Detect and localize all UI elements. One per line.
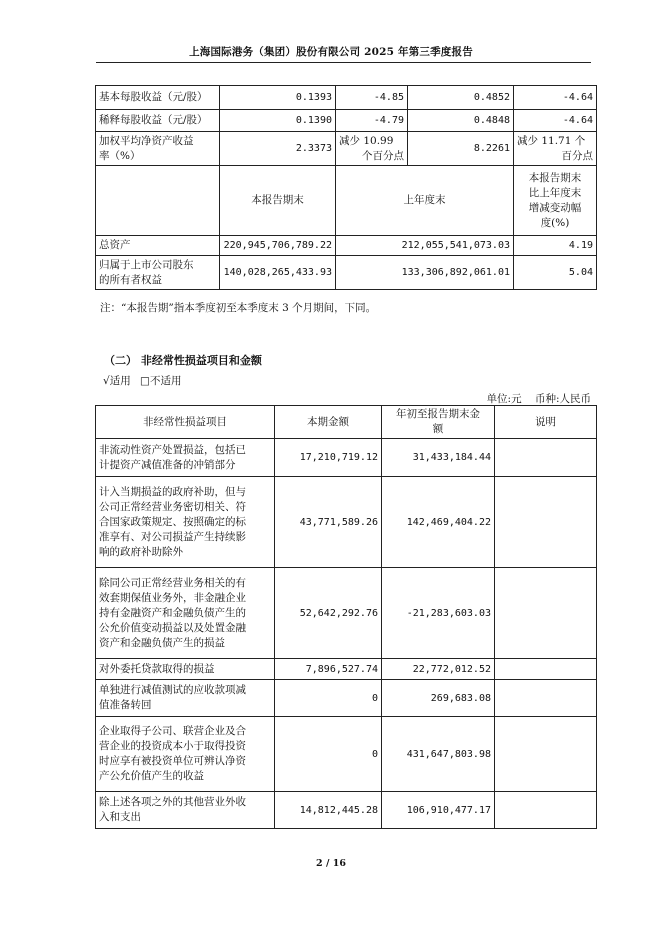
unit-currency-line: [477, 391, 591, 406]
label-line: 除上述各项之外的其他营业外收: [99, 796, 246, 808]
header-divider: [96, 62, 591, 63]
cell-value: 220,945,706,789.22: [220, 236, 336, 256]
cell-value: 5.04: [514, 256, 597, 290]
label-line: 计提资产减值准备的冲销部分: [99, 458, 236, 471]
cell-current: 43,771,589.26: [275, 477, 382, 568]
cell-value: -4.85: [336, 86, 408, 110]
cell-ytd: 431,647,803.98: [382, 717, 495, 792]
label-line: 效套期保值业务外，非金融企业: [99, 591, 246, 604]
cell-note: [495, 439, 597, 477]
label-line: 时应享有被投资单位可辨认净资: [99, 755, 246, 767]
non-recurring-items-table: [95, 405, 597, 829]
text-line: 减少 11.71 个: [517, 134, 586, 147]
cell-value: 2.3373: [220, 132, 336, 166]
cell-ytd: 269,683.08: [382, 680, 495, 717]
cell-value: 133,306,892,061.01: [336, 256, 514, 290]
cell-value: 140,028,265,433.93: [220, 256, 336, 290]
cell-note: [495, 659, 597, 680]
table-header-row: [96, 166, 597, 236]
option-applicable: √适用: [103, 375, 131, 387]
table-row: [96, 110, 597, 132]
column-header: 说明: [495, 406, 597, 439]
label-line: 单独进行减值测试的应收款项减: [99, 684, 246, 696]
cell-note: [495, 680, 597, 717]
cell-value: 212,055,541,073.03: [336, 236, 514, 256]
column-header: 上年度末: [336, 166, 514, 236]
section-title: （二） 非经常性损益项目和金额: [104, 354, 262, 367]
key-financial-data-table: [95, 85, 597, 290]
cell-value: 4.19: [514, 236, 597, 256]
cell-current: 7,896,527.74: [275, 659, 382, 680]
label-line: 营企业的投资成本小于取得投资: [99, 740, 246, 752]
text-line: 个百分点: [362, 149, 404, 162]
cell-note: [495, 568, 597, 659]
label-line: 企业取得子公司、联营企业及合: [99, 725, 246, 737]
column-header: 本报告期末 比上年度末 增减变动幅 度(%): [514, 166, 597, 236]
column-header: 本期金额: [275, 406, 382, 439]
cell-value: 8.2261: [408, 132, 514, 166]
cell-note: [495, 477, 597, 568]
row-label: 总资产: [96, 236, 220, 256]
unit-label: 单位:元: [486, 393, 522, 405]
row-label: [96, 568, 275, 659]
option-not-applicable: □不适用: [140, 375, 182, 387]
cell-ytd: -21,283,603.03: [382, 568, 495, 659]
label-line: 归属于上市公司股东: [99, 258, 194, 271]
label-line: 响的政府补助除外: [99, 545, 183, 558]
cell-current: 0: [275, 680, 382, 717]
label-line: 计入当期损益的政府补助，但与: [99, 485, 246, 498]
row-label: [96, 717, 275, 792]
cell-value: 0.4852: [408, 86, 514, 110]
row-label: [96, 477, 275, 568]
table-row: [96, 568, 597, 659]
table-row: [96, 86, 597, 110]
table-row: [96, 659, 597, 680]
label-line: 的所有者权益: [99, 273, 162, 286]
label-line: 值准备转回: [99, 699, 152, 711]
cell-current: 0: [275, 717, 382, 792]
row-label: [96, 680, 275, 717]
table-row: [96, 256, 597, 290]
page-header-title: 上海国际港务（集团）股份有限公司 2025 年第三季度报告: [189, 46, 473, 58]
cell-value: [514, 132, 597, 166]
row-label: [96, 659, 275, 680]
label-line: 非流动性资产处置损益，包括已: [99, 443, 246, 456]
cell-note: [495, 792, 597, 829]
cell-value: -4.64: [514, 86, 597, 110]
column-header: 非经常性损益项目: [96, 406, 275, 439]
cell-current: 52,642,292.76: [275, 568, 382, 659]
table-note: 注：“本报告期”指本季度初至本季度末 3 个月期间，下同。: [100, 302, 377, 314]
row-label: [96, 132, 220, 166]
label-line: 准享有、对公司损益产生持续影: [99, 530, 246, 543]
currency-label: 币种:人民币: [534, 393, 591, 405]
table-header-row: [96, 406, 597, 439]
label-line: 公允价值变动损益以及处置金融: [99, 621, 246, 634]
label-line: 率（%）: [99, 149, 141, 162]
cell-value: 0.1393: [220, 86, 336, 110]
cell-current: 14,812,445.28: [275, 792, 382, 829]
label-line: 除同公司正常经营业务相关的有: [99, 576, 246, 589]
cell-ytd: 22,772,012.52: [382, 659, 495, 680]
cell-ytd: 142,469,404.22: [382, 477, 495, 568]
label-line: 产公允价值产生的收益: [99, 770, 204, 782]
label-line: 加权平均净资产收益: [99, 134, 194, 147]
label-line: 入和支出: [99, 811, 141, 823]
column-header: 年初至报告期末金 额: [382, 406, 495, 439]
cell-ytd: 31,433,184.44: [382, 439, 495, 477]
row-label: [96, 439, 275, 477]
row-label: 基本每股收益（元/股）: [96, 86, 220, 110]
label-line: 合国家政策规定、按照确定的标: [99, 515, 246, 528]
cell-value: -4.79: [336, 110, 408, 132]
table-body: [96, 439, 597, 829]
text-line: 减少 10.99: [339, 134, 394, 147]
table-row: [96, 477, 597, 568]
label-line: 公司正常经营业务密切相关、符: [99, 500, 246, 513]
table-row: [96, 792, 597, 829]
table-row: [96, 439, 597, 477]
cell-value: 0.1390: [220, 110, 336, 132]
cell-value: [336, 132, 408, 166]
row-label: [96, 792, 275, 829]
row-label: 稀释每股收益（元/股）: [96, 110, 220, 132]
cell-ytd: 106,910,477.17: [382, 792, 495, 829]
table-row: [96, 717, 597, 792]
cell-note: [495, 717, 597, 792]
text-line: 百分点: [561, 149, 593, 162]
table-row: [96, 132, 597, 166]
table-row: [96, 680, 597, 717]
row-label: [96, 256, 220, 290]
cell-value: -4.64: [514, 110, 597, 132]
label-line: 资产和金融负债产生的损益: [99, 636, 225, 649]
table-row: [96, 236, 597, 256]
cell-value: 0.4848: [408, 110, 514, 132]
cell-current: 17,210,719.12: [275, 439, 382, 477]
label-line: 对外委托贷款取得的损益: [99, 662, 215, 675]
page-number: 2 / 16: [316, 858, 346, 869]
applicability-options: [103, 373, 187, 388]
column-header: 本报告期末: [220, 166, 336, 236]
label-line: 持有金融资产和金融负债产生的: [99, 606, 246, 619]
